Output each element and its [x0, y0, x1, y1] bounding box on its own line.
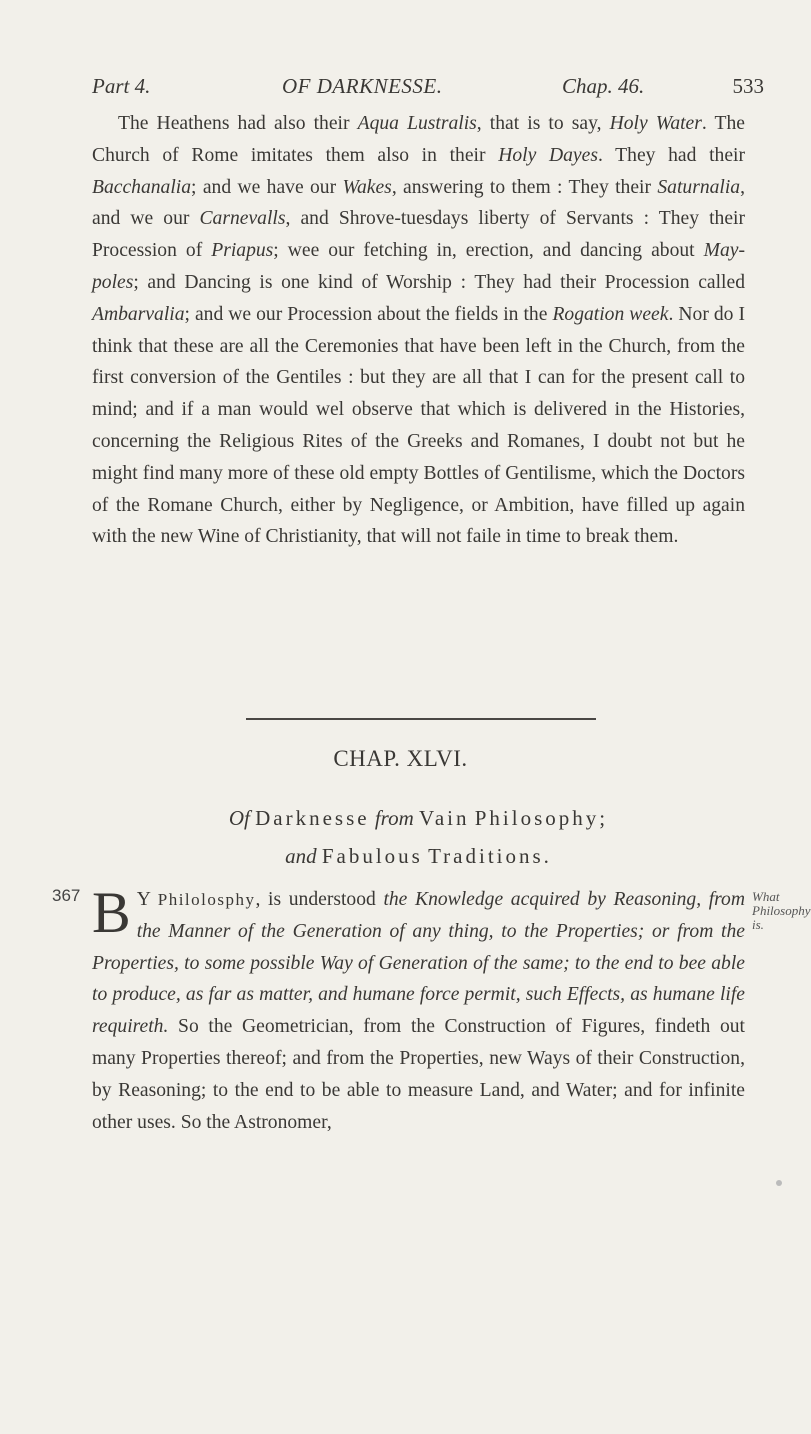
italic-run: Carnevalls	[199, 208, 286, 230]
section-divider	[246, 718, 596, 720]
text-run: ; and we have our	[191, 176, 343, 198]
italic-run: Holy Water	[609, 113, 702, 134]
subtitle-of: Of	[228, 806, 250, 830]
text-run: . Nor do I think that these are all the Ceremonies that have been left in the Church, from the first conversion of the Gentiles : but they are all that I can for the present call to mind; and if a man would wel observe that which is delivered in the Histories, concerning the Religious Rites of the Greeks and Romanes, I doubt not but he might find many more of these old empty Bottles of Gentilisme, which the Doctors of the Romane Church, either by Negligence, or Ambition, have filled up again with the new Wine of Christianity, that will not faile in time to break them.	[92, 303, 745, 548]
header-title: OF DARKNESSE.	[282, 74, 443, 98]
text-run: , that is to say,	[476, 113, 610, 134]
paper-speck	[776, 1180, 782, 1186]
text-run: , and we our	[92, 176, 746, 230]
italic-definition: the Knowledge acquired by Reasoning, from the Manner of the Generation of any thing, to the Properties; or from the Properties, to some possible Way of Generation of the same; to the end to bee able to produce, as far as matter, and humane force permit, such Effects, as humane life requireth.	[92, 889, 746, 1038]
italic-run: Ambarvalia	[92, 303, 185, 325]
chapter-subtitle-line2	[92, 836, 745, 876]
italic-run: Bacchanalia	[92, 176, 192, 198]
text-run: The Heathens had also their	[118, 113, 358, 134]
margin-note: What Philosophy is.	[752, 889, 811, 932]
subtitle-traditions: Traditions.	[428, 844, 552, 868]
italic-run: Priapus	[211, 240, 274, 262]
subtitle-and: and	[285, 844, 317, 868]
text-run: So the Geometrician, from the Construction of Figures, findeth out many Properties thereof; and from the Properties, new Ways of their Construction, by Reasoning; to the end to be able to measure Land, and Water; and for infinite other uses. So the Astronomer,	[92, 1016, 745, 1133]
italic-run: Saturnalia	[657, 176, 741, 198]
text-run: ; and Dancing is one kind of Worship : They had their Procession called	[133, 271, 745, 293]
text-run: . The Church of Rome imitates them also in their	[92, 113, 745, 166]
italic-run: Holy Dayes	[498, 144, 598, 166]
text-run: ; and we our Procession about the fields in the	[184, 303, 553, 325]
subtitle-vain: Vain	[419, 806, 470, 830]
subtitle-darknesse: Darknesse	[255, 806, 370, 830]
italic-run: Aqua Lustralis	[357, 113, 477, 134]
text-run: , answering to them : They their	[391, 176, 658, 198]
paragraph-philosophy	[92, 880, 746, 1138]
smallcaps-run: Philolosphy	[157, 890, 256, 909]
chapter-subtitle-line1	[92, 798, 745, 838]
subtitle-philosophy: Philosophy;	[474, 806, 609, 830]
drop-cap: B	[92, 880, 131, 945]
text-run: Y	[136, 889, 158, 910]
text-run: ; wee our fetching in, erection, and dancing about	[273, 240, 704, 262]
italic-run: May-poles	[92, 240, 745, 293]
italic-run: Rogation week	[552, 303, 669, 325]
italic-run: Wakes	[342, 176, 392, 198]
running-header	[92, 74, 764, 106]
paragraph-heathens	[92, 108, 745, 553]
text-run: . They had their	[597, 144, 746, 166]
subtitle-from: from	[374, 806, 414, 830]
header-chapter: Chap. 46.	[562, 74, 645, 98]
paragraph-number: 367	[52, 886, 81, 905]
text-run: , and Shrove-tuesdays liberty of Servants : They their Procession of	[92, 208, 745, 262]
text-run: , is understood	[255, 889, 384, 910]
header-part: Part 4.	[92, 74, 151, 98]
subtitle-fabulous: Fabulous	[321, 844, 423, 868]
chapter-title: CHAP. XLVI.	[333, 746, 468, 771]
page-number: 533	[732, 74, 764, 98]
